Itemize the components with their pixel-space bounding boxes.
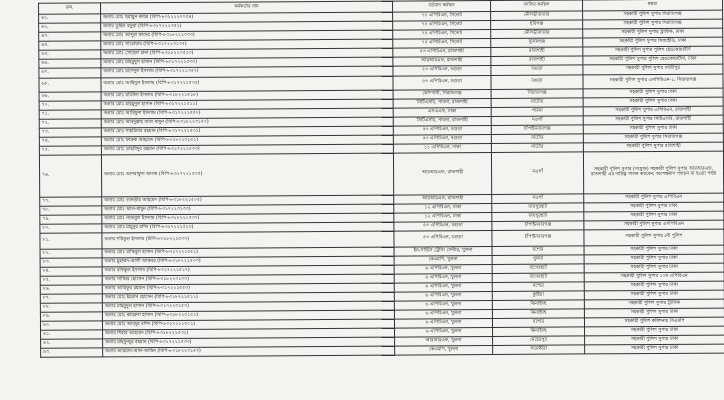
officer-name-cell: জনাব মোঃ রাকিবুল হাসান (বিপি-৮৩১৭২২১৫৫১)	[102, 247, 394, 258]
current-posting-cell: ৬ এপিবিএন, খুলনা	[394, 300, 492, 310]
remarks-cell: সহকারী পুলিশ সুপার ঢাকা	[583, 88, 723, 98]
table-body	[39, 10, 724, 357]
serial-cell: ৮২.	[40, 249, 102, 258]
remarks-cell: সহকারী পুলিশ সুপার ১০ম এপিবিএন	[584, 272, 724, 282]
new-posting-cell: যশোর	[492, 282, 584, 292]
serial-cell: ৮৫.	[40, 276, 102, 285]
officer-name-cell: জনাব মোঃ মাহমুদুল হাসান (বিপি-৮৩১৭২২১৫১১)	[101, 99, 393, 110]
remarks-cell: সহকারী পুলিশ সুপার ঢাকা	[584, 281, 724, 291]
officer-name-cell: জনাব মোঃ হুমায়ুন কবির (বিপি-৮৩১২২২০৩৫৪)	[101, 12, 393, 23]
serial-cell: ৭৯.	[40, 215, 102, 224]
new-posting-cell: নাটোর	[491, 143, 583, 153]
officer-name-cell: জনাব মাহমুদুল হাসান (বিপি-৮৩১৭২২৩১৫৩)	[102, 301, 394, 312]
new-posting-cell: মৌলভীবাজার	[491, 29, 583, 39]
serial-cell: ৭৩.	[39, 128, 101, 137]
new-posting-cell: বাগেরহাট	[492, 264, 584, 274]
header-serial: ক্রম.	[39, 3, 101, 14]
remarks-cell: সহকারী পুলিশ সুপার রাজশাহী	[583, 142, 723, 152]
remarks-cell: সহকারী পুলিশ সুপার সিরাজগঞ্জ	[583, 19, 723, 29]
new-posting-cell: বাগেরহাট	[492, 273, 584, 283]
officer-name-cell: জনাব মোঃ শাহরিয়ার রহমান (বিপি-৮৩১৭২২১৫৩১)	[101, 126, 393, 137]
officer-name-cell: জনাব মাহফুজুর রহমান (বিপি-৮৩১৭২২১৫৩৩)	[103, 337, 395, 348]
officer-name-cell: জনাব মোঃ রবিউল ইসলাম (বিপি-৮৩১৮২২১৫১৮)	[101, 90, 393, 101]
current-posting-cell: আরআরএফ, রাজশাহী	[393, 57, 491, 67]
current-posting-cell: কেএমপি, খুলনা	[395, 345, 493, 355]
serial-cell: ৭৮.	[40, 206, 102, 215]
serial-cell: ৯২.	[41, 339, 103, 348]
serial-cell: ৬৬.	[39, 59, 101, 68]
remarks-cell: সহকারী পুলিশ সুপার ঢাকা	[585, 344, 724, 354]
remarks-cell: সহকারী পুলিশ সুপার সিরাজগঞ্জ	[583, 10, 723, 20]
serial-cell: ৬৮.	[39, 78, 101, 92]
officer-name-cell: জনাব মোঃ জাহিদুল ইসলাম (বিপি-৮৩১৭২২১৫৩৫)	[101, 76, 393, 92]
officer-name-cell: জনাব আরমান-আল-আমিন (বিপি-৮৩১৮২২৩১৫৩)	[103, 346, 395, 357]
current-posting-cell: কেএমপি, খুলনা	[394, 255, 492, 265]
remarks-cell: সহকারী পুলিশ সুপার সিটিএসবি, রাজশাহী	[583, 115, 723, 125]
officer-name-cell: জনাব মোঃ সারোয়ার (বিপি-৮৩১৭২২৩১৩৫)	[101, 39, 393, 50]
officer-name-cell: জনাব মোঃ মাহমুদুল হাসান (বিপি-৮৩১৭২২১৫৩৩)	[101, 57, 393, 68]
serial-cell: ৭২.	[39, 119, 101, 128]
current-posting-cell: সিটিএসবি, পাবনা, রাজশাহী	[393, 117, 491, 127]
remarks-cell: সহকারী পুলিশ সুপার ঢাকা	[584, 263, 724, 273]
new-posting-cell: নাটোর	[491, 134, 583, 144]
officer-name-cell: জনাব মোঃ রাশেদুল ইসলাম (বিপি-৮৩১৭২২১৩৫৭)	[101, 66, 393, 78]
serial-cell: ৭৪.	[39, 137, 101, 146]
remarks-cell: সহকারী পুলিশ সুপার এপিবিএন	[584, 193, 724, 203]
officer-name-cell: জনাব মোঃ ইমরান হোসেন (বিপি-৮৩১৮২২১৫১১)	[102, 292, 394, 303]
new-posting-cell: পাবনা	[491, 107, 583, 117]
serial-cell: ৭১.	[39, 110, 101, 119]
current-posting-cell: আরআরএফ, খুলনা	[395, 336, 493, 346]
officer-name-cell: জনাব শরিফুল ইসলাম (বিপি-৮৩১৮২২১৫৩৩)	[102, 231, 394, 249]
current-posting-cell: সিটিএসবি, পাবনা, রাজশাহী	[393, 99, 491, 109]
current-posting-cell: ৬ এপিবিএন, খুলনা	[394, 264, 492, 274]
header-name: কর্মকর্তার নাম	[101, 1, 393, 14]
remarks-cell: সহকারী পুলিশ কমিশনার সিএমপি	[584, 317, 724, 327]
header-current-posting: বর্তমান কর্মস্থল	[393, 1, 491, 13]
new-posting-cell: বগুড়া	[491, 65, 583, 76]
current-posting-cell: ইন-সার্ভিস ট্রেনিং সেন্টার, খুলনা	[394, 246, 492, 256]
current-posting-cell: আরআরএফ, রাজশাহী	[394, 195, 492, 205]
current-posting-cell: ৬ এপিবিএন, খুলনা	[394, 282, 492, 292]
current-posting-cell: ৫৩ এপিবিএন, বগুড়া	[393, 66, 491, 77]
current-posting-cell: ৬ এপিবিএন, খুলনা	[394, 291, 492, 301]
new-posting-cell: রাজশাহী	[491, 47, 583, 57]
serial-cell: ৭৬.	[39, 155, 101, 197]
serial-cell: ৮৯.	[40, 312, 102, 321]
new-posting-cell: হবিগঞ্জ	[491, 20, 583, 30]
new-posting-cell: সিরাজগঞ্জ	[491, 89, 583, 99]
remarks-cell: সহকারী পুলিশ সুপার ঢাকা	[583, 124, 723, 134]
officer-name-cell: জনাব মোঃ নাজমুল ইসলাম (বিপি-৮৩১৮২২১৫৩৭)	[102, 213, 394, 224]
new-posting-cell: ঝিনাইদহ	[492, 300, 584, 310]
header-new-posting: বদলির কর্মস্থল	[491, 0, 583, 12]
officer-name-cell: জনাব মোঃ মামুনুর রশিদ (বিপি-৮৩১৭২২১৫১৩)	[102, 222, 394, 233]
serial-cell: ৮৭.	[40, 294, 102, 303]
remarks-cell: সহকারী পুলিশ সুপার গাজীপুর	[583, 64, 723, 75]
officer-name-cell: জনাব শিহাব আহমেদ (বিপি-৮৩১৮২২১৫৩১)	[103, 328, 395, 339]
new-posting-cell: নওগাঁ	[491, 116, 583, 126]
current-posting-cell: ৫৩ এপিবিএন, বগুড়া	[393, 76, 491, 91]
new-posting-cell: জয়পুরহাট	[492, 212, 584, 222]
current-posting-cell: ৫৩ এপিবিএন, বগুড়া	[393, 135, 491, 145]
new-posting-cell: নওগাঁ	[491, 152, 583, 195]
remarks-cell: সহকারী পুলিশ সুপার ঢাকা	[585, 326, 724, 336]
remarks-cell: সহকারী পুলিশ সুপার এপিবিএন, রাজশাহী	[583, 106, 723, 116]
new-posting-cell: যশোর	[492, 318, 584, 328]
serial-cell: ৭৭.	[40, 197, 102, 206]
officer-name-cell: জনাব মোঃ আশরাফুল আলম (বিপি-৮৩১৭২২১৫৩৫)	[101, 153, 393, 197]
remarks-cell: সহকারী পুলিশ সুপার পুলিশ হেডকোয়ার্টার্স, ঢাকা	[583, 55, 723, 65]
new-posting-cell: মেহেরপুর	[493, 336, 585, 346]
remarks-cell: সহকারী পুলিশ সুপার এসপিবিএন	[584, 220, 724, 230]
new-posting-cell: রাজশাহী	[491, 56, 583, 66]
serial-cell: ৯৩.	[41, 348, 103, 357]
officer-name-cell: জনাব মুহাম্মদ-আলী আকবর (বিপি-৮৩১৮২২১৫০৩)	[102, 256, 394, 267]
serial-cell: ৭৫.	[39, 146, 101, 155]
officer-name-cell: জনাব মোঃ আবদুল্লাহ আল মামুন (বিপি-৮৩১৮২২৩১৫০)	[101, 117, 393, 128]
current-posting-cell: ৭৫ এপিবিএন, সিলেট	[393, 39, 491, 49]
current-posting-cell: ১১ এপিবিএন, ঢাকা	[393, 144, 491, 154]
new-posting-cell: সাতক্ষীরা	[493, 345, 585, 355]
current-posting-cell: ৭৫ এপিবিএন, সিলেট	[393, 21, 491, 31]
officer-name-cell: জনাব মোঃ আবদুর রশিদ (বিপি-৮৩১৭২২১৫০১)	[102, 319, 394, 330]
current-posting-cell: ৭৫ এপিবিএন, সিলেট	[393, 30, 491, 40]
remarks-cell: সহকারী পুলিশ সুপার পুলিশ হেডকোয়ার্টার্স	[583, 46, 723, 56]
remarks-cell: সহকারী পুলিশ সুপার ট্রাফিক, ঢাকা	[583, 28, 723, 38]
new-posting-cell: চাঁপাইনবাবগঞ্জ	[492, 221, 584, 231]
serial-cell: ৮১.	[40, 233, 102, 249]
new-posting-cell: চাঁপাইনবাবগঞ্জ	[492, 230, 584, 247]
serial-cell: ৬১.	[39, 14, 101, 23]
officer-name-cell: জনাব মোঃ তাহমিদুর রহমান (বিপি-৮৩১৭২২১৫৩৩)	[101, 144, 393, 155]
officer-name-cell: জনাব মোঃ আরিফুল ইসলাম (বিপি-৮৩১৭২২১৫৫০)	[101, 108, 393, 119]
current-posting-cell: ৬ এপিবিএন, খুলনা	[394, 318, 492, 328]
officer-name-cell: জনাব মোঃ আব্দুল কাদের (বিপি-৮৩১৮২২১৩৩৩)	[101, 30, 393, 41]
transfer-table	[38, 0, 724, 358]
officer-name-cell: জনাব সাব্বির হোসেন (বিপি-৮৩১৮২২৩১৩৩)	[102, 274, 394, 285]
serial-cell: ৮৮.	[40, 303, 102, 312]
current-posting-cell: ৫৩ এপিবিএন, বগুড়া	[394, 230, 492, 247]
officer-name-cell: জনাব রফিকুল ইসলাম (বিপি-৮৩১৭২২১৫১৭)	[102, 265, 394, 276]
new-posting-cell: বগুড়া	[491, 75, 583, 90]
officer-name-cell: জনাব মোঃ ফারুক আহমেদ (বিপি-৮৩১৮২২৩১৫১)	[101, 135, 393, 146]
officer-name-cell: জনাব মোঃ কামরুল হাসান (বিপি-৮৩১৮২২৩১৫১)	[102, 310, 394, 321]
new-posting-cell: জয়পুরহাট	[492, 203, 584, 213]
current-posting-cell: আরআরএফ, রাজশাহী	[393, 153, 491, 196]
new-posting-cell: মৌলভীবাজার	[491, 11, 583, 21]
current-posting-cell: কোম্পানী, সিরাজগঞ্জ	[393, 90, 491, 100]
new-posting-cell: সুনামগঞ্জ	[491, 38, 583, 48]
remarks-cell: সহকারী পুলিশ সুপার সিআইডি, ঢাকা	[583, 37, 723, 47]
remarks-cell: সহকারী পুলিশ সুপার ঢাকা	[584, 202, 724, 212]
remarks-cell: সহকারী পুলিশ সুপার ঢাকা	[584, 254, 724, 264]
current-posting-cell: ৬ এপিবিএন, খুলনা	[395, 327, 493, 337]
remarks-cell: সহকারী পুলিশ সুপার ট্রাফিক	[584, 299, 724, 309]
remarks-cell: সহকারী পুলিশ সুপার ঢাকা	[584, 290, 724, 300]
new-posting-cell: কুষ্টিয়া	[492, 291, 584, 301]
officer-name-cell: জনাব তুহিন বড়ুয়া (বিপি-৮৩১৭২২১৩৫১)	[101, 21, 393, 32]
new-posting-cell: নাটোর	[491, 98, 583, 108]
serial-cell: ৮৬.	[40, 285, 102, 294]
serial-cell: ৬২.	[39, 23, 101, 32]
serial-cell: ৬৫.	[39, 50, 101, 59]
current-posting-cell: এসএএফ, ঢাকা	[393, 108, 491, 118]
current-posting-cell: ৬ এপিবিএন, খুলনা	[394, 309, 492, 319]
remarks-cell: সহকারী পুলিশ সুপার ঢাকা	[585, 335, 724, 345]
serial-cell: ৭০.	[39, 101, 101, 110]
officer-name-cell: জনাব মোঃ আল-মামুন (বিপি-৮৩১৭২২৩১৩৩)	[102, 204, 394, 215]
current-posting-cell: ১২ এপিবিএন, ঢাকা	[394, 212, 492, 222]
remarks-cell: সহকারী পুলিশ সুপার ঢাকা	[583, 97, 723, 107]
remarks-cell: সহকারী পুলিশ সুপার ঢাকা	[584, 245, 724, 255]
new-posting-cell: নওগাঁ	[492, 194, 584, 204]
remarks-cell: সহকারী পুলিশ সুপার নৌ পুলিশ	[584, 229, 724, 246]
header-remarks: মন্তব্য	[583, 0, 723, 11]
serial-cell: ৮৪.	[40, 267, 102, 276]
officer-name-cell: জনাব মোঃ সোহেল রানা (বিপি-৮৩১৮২২৩৫১৩)	[101, 48, 393, 59]
new-posting-cell: ঝিনাইদহ	[493, 327, 585, 337]
new-posting-cell: ঝিনাইদহ	[492, 309, 584, 319]
serial-cell: ৬৭.	[39, 68, 101, 78]
serial-cell: ৬৩.	[39, 32, 101, 41]
officer-name-cell: জনাব আরিফুর রহমান (বিপি-৮৩১৭২২১৫৫৩)	[102, 283, 394, 294]
remarks-cell: সহকারী পুলিশ সুপার ঢাকা	[584, 308, 724, 318]
serial-cell: ৮৩.	[40, 258, 102, 267]
current-posting-cell: ৫৩ এপিবিএন, বগুড়া	[393, 126, 491, 136]
new-posting-cell: যশোর	[492, 246, 584, 256]
current-posting-cell: ১২ এপিবিএন, ঢাকা	[394, 203, 492, 213]
serial-cell: ৯১.	[41, 330, 103, 339]
remarks-cell: সহকারী পুলিশ সুপার সিরাজগঞ্জ	[583, 133, 723, 143]
current-posting-cell: ৫৩ এপিবিএন, রাজশাহী	[393, 48, 491, 58]
current-posting-cell: ৬ এপিবিএন, খুলনা	[394, 273, 492, 283]
remarks-cell: সহকারী পুলিশ সুপার এসপিবিএন-১, সিরাজগঞ্জ	[583, 74, 723, 89]
table-row	[39, 151, 723, 197]
new-posting-cell: খুলনা	[492, 255, 584, 265]
remarks-cell: সহকারী পুলিশ সুপার (সংযুক্ত) সহকারী পুলিশ সুপার আরআরএফ, রাজশাহী এর দায়িত্ব পালন করবেন; অপেক্ষমাণ পদায়ন না হওয়া পর্যন্ত	[583, 151, 723, 194]
serial-cell: ৯০.	[40, 321, 102, 330]
new-posting-cell: চাঁপাইনবাবগঞ্জ	[491, 125, 583, 135]
serial-cell: ৮০.	[40, 224, 102, 233]
serial-cell: ৬৯.	[39, 92, 101, 101]
current-posting-cell: ৫৩ এপিবিএন, বগুড়া	[394, 221, 492, 231]
remarks-cell: সহকারী পুলিশ সুপার ঢাকা	[584, 211, 724, 221]
serial-cell: ৬৪.	[39, 41, 101, 50]
current-posting-cell: ৭৫ এপিবিএন, সিলেট	[393, 12, 491, 22]
officer-name-cell: জনাব মোঃ তানভীর আহমেদ (বিপি-৮৩১৮২২১৫০৫)	[102, 195, 394, 206]
